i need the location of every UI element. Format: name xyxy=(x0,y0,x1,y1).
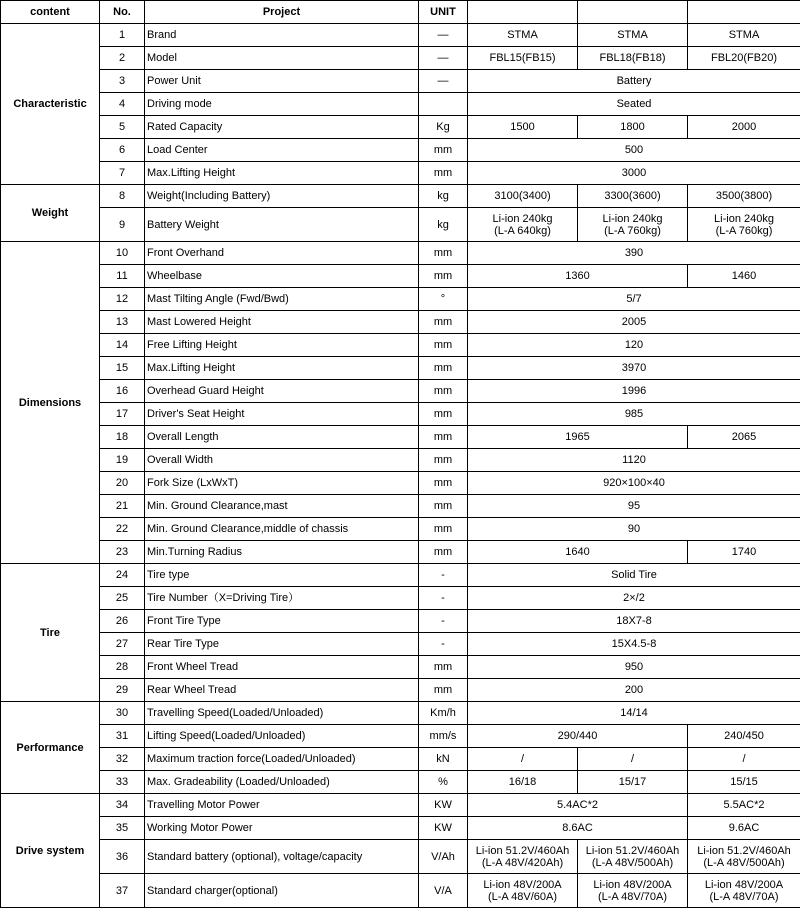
header-no: No. xyxy=(100,1,145,24)
project-cell: Maximum traction force(Loaded/Unloaded) xyxy=(145,748,419,771)
unit-cell: V/Ah xyxy=(419,840,468,874)
table-row xyxy=(1,311,800,334)
value-cell: 5.4AC*2 xyxy=(468,794,688,817)
project-cell: Mast Tilting Angle (Fwd/Bwd) xyxy=(145,288,419,311)
value-cell: 985 xyxy=(468,403,800,426)
unit-cell: mm xyxy=(419,380,468,403)
project-cell: Model xyxy=(145,47,419,70)
row-number: 33 xyxy=(100,771,145,794)
value-cell: 3970 xyxy=(468,357,800,380)
project-cell: Mast Lowered Height xyxy=(145,311,419,334)
table-row xyxy=(1,449,800,472)
category-cell: Weight xyxy=(1,185,100,242)
value-cell: Li-ion 240kg (L-A 640kg) xyxy=(468,208,578,242)
value-cell: 2000 xyxy=(688,116,800,139)
category-cell: Dimensions xyxy=(1,242,100,564)
table-row xyxy=(1,518,800,541)
project-cell: Rated Capacity xyxy=(145,116,419,139)
table-row xyxy=(1,357,800,380)
row-number: 37 xyxy=(100,874,145,908)
project-cell: Front Tire Type xyxy=(145,610,419,633)
project-cell: Power Unit xyxy=(145,70,419,93)
table-row xyxy=(1,817,800,840)
value-cell: 920×100×40 xyxy=(468,472,800,495)
table-row xyxy=(1,541,800,564)
project-cell: Lifting Speed(Loaded/Unloaded) xyxy=(145,725,419,748)
table-row xyxy=(1,748,800,771)
value-cell: Li-ion 240kg (L-A 760kg) xyxy=(688,208,800,242)
row-number: 17 xyxy=(100,403,145,426)
row-number: 10 xyxy=(100,242,145,265)
project-cell: Driver's Seat Height xyxy=(145,403,419,426)
project-cell: Rear Tire Type xyxy=(145,633,419,656)
unit-cell: mm xyxy=(419,495,468,518)
project-cell: Overall Length xyxy=(145,426,419,449)
spec-body xyxy=(1,24,800,908)
table-row xyxy=(1,334,800,357)
unit-cell: — xyxy=(419,24,468,47)
row-number: 18 xyxy=(100,426,145,449)
project-cell: Weight(Including Battery) xyxy=(145,185,419,208)
table-row xyxy=(1,47,800,70)
table-row xyxy=(1,874,800,908)
unit-cell: - xyxy=(419,633,468,656)
table-row xyxy=(1,610,800,633)
table-row xyxy=(1,208,800,242)
value-cell: Li-ion 48V/200A (L-A 48V/70A) xyxy=(688,874,800,908)
project-cell: Battery Weight xyxy=(145,208,419,242)
value-cell: 120 xyxy=(468,334,800,357)
row-number: 27 xyxy=(100,633,145,656)
project-cell: Load Center xyxy=(145,139,419,162)
value-cell: 200 xyxy=(468,679,800,702)
value-cell: 95 xyxy=(468,495,800,518)
value-cell: 1120 xyxy=(468,449,800,472)
project-cell: Travelling Speed(Loaded/Unloaded) xyxy=(145,702,419,725)
value-cell: FBL20(FB20) xyxy=(688,47,800,70)
table-row xyxy=(1,633,800,656)
value-cell: Li-ion 48V/200A (L-A 48V/60A) xyxy=(468,874,578,908)
value-cell: 14/14 xyxy=(468,702,800,725)
value-cell: 1360 xyxy=(468,265,688,288)
value-cell: 9.6AC xyxy=(688,817,800,840)
unit-cell: KW xyxy=(419,817,468,840)
value-cell: STMA xyxy=(578,24,688,47)
project-cell: Max.Lifting Height xyxy=(145,162,419,185)
table-row xyxy=(1,162,800,185)
unit-cell: V/A xyxy=(419,874,468,908)
value-cell: Li-ion 48V/200A (L-A 48V/70A) xyxy=(578,874,688,908)
header-unit: UNIT xyxy=(419,1,468,24)
unit-cell: mm xyxy=(419,426,468,449)
unit-cell: kg xyxy=(419,185,468,208)
table-row xyxy=(1,24,800,47)
header-row xyxy=(1,1,800,24)
unit-cell: mm xyxy=(419,656,468,679)
header-content: content xyxy=(1,1,100,24)
project-cell: Free Lifting Height xyxy=(145,334,419,357)
project-cell: Standard battery (optional), voltage/capacity xyxy=(145,840,419,874)
row-number: 32 xyxy=(100,748,145,771)
value-cell: Li-ion 51.2V/460Ah (L-A 48V/500Ah) xyxy=(578,840,688,874)
unit-cell: — xyxy=(419,70,468,93)
project-cell: Min. Ground Clearance,middle of chassis xyxy=(145,518,419,541)
unit-cell: mm xyxy=(419,449,468,472)
unit-cell: ° xyxy=(419,288,468,311)
unit-cell: mm xyxy=(419,162,468,185)
project-cell: Tire type xyxy=(145,564,419,587)
value-cell: 290/440 xyxy=(468,725,688,748)
row-number: 21 xyxy=(100,495,145,518)
row-number: 22 xyxy=(100,518,145,541)
value-cell: 2×/2 xyxy=(468,587,800,610)
project-cell: Fork Size (LxWxT) xyxy=(145,472,419,495)
row-number: 15 xyxy=(100,357,145,380)
project-cell: Standard charger(optional) xyxy=(145,874,419,908)
header-model-3 xyxy=(688,1,800,24)
unit-cell: mm xyxy=(419,334,468,357)
row-number: 7 xyxy=(100,162,145,185)
table-row xyxy=(1,139,800,162)
header-model-1 xyxy=(468,1,578,24)
unit-cell: mm xyxy=(419,403,468,426)
project-cell: Rear Wheel Tread xyxy=(145,679,419,702)
table-row xyxy=(1,495,800,518)
value-cell: Li-ion 240kg (L-A 760kg) xyxy=(578,208,688,242)
unit-cell: mm xyxy=(419,541,468,564)
unit-cell: % xyxy=(419,771,468,794)
table-row xyxy=(1,472,800,495)
value-cell: 500 xyxy=(468,139,800,162)
table-row xyxy=(1,185,800,208)
unit-cell: mm xyxy=(419,518,468,541)
value-cell: Li-ion 51.2V/460Ah (L-A 48V/420Ah) xyxy=(468,840,578,874)
value-cell: 3300(3600) xyxy=(578,185,688,208)
category-cell: Characteristic xyxy=(1,24,100,185)
row-number: 16 xyxy=(100,380,145,403)
unit-cell: mm xyxy=(419,139,468,162)
table-row xyxy=(1,93,800,116)
value-cell: 8.6AC xyxy=(468,817,688,840)
value-cell: 5/7 xyxy=(468,288,800,311)
unit-cell: - xyxy=(419,610,468,633)
value-cell: / xyxy=(688,748,800,771)
unit-cell: mm/s xyxy=(419,725,468,748)
row-number: 24 xyxy=(100,564,145,587)
table-row xyxy=(1,725,800,748)
unit-cell: mm xyxy=(419,472,468,495)
row-number: 3 xyxy=(100,70,145,93)
row-number: 23 xyxy=(100,541,145,564)
value-cell: Battery xyxy=(468,70,800,93)
table-row xyxy=(1,380,800,403)
value-cell: 15/15 xyxy=(688,771,800,794)
project-cell: Overall Width xyxy=(145,449,419,472)
unit-cell: mm xyxy=(419,265,468,288)
value-cell: 90 xyxy=(468,518,800,541)
row-number: 9 xyxy=(100,208,145,242)
value-cell: 18X7-8 xyxy=(468,610,800,633)
project-cell: Working Motor Power xyxy=(145,817,419,840)
value-cell: 1500 xyxy=(468,116,578,139)
row-number: 19 xyxy=(100,449,145,472)
project-cell: Max.Lifting Height xyxy=(145,357,419,380)
table-row xyxy=(1,679,800,702)
table-row xyxy=(1,656,800,679)
unit-cell: mm xyxy=(419,311,468,334)
row-number: 25 xyxy=(100,587,145,610)
value-cell: FBL15(FB15) xyxy=(468,47,578,70)
value-cell: 5.5AC*2 xyxy=(688,794,800,817)
project-cell: Max. Gradeability (Loaded/Unloaded) xyxy=(145,771,419,794)
row-number: 8 xyxy=(100,185,145,208)
table-row xyxy=(1,794,800,817)
row-number: 31 xyxy=(100,725,145,748)
header-model-2 xyxy=(578,1,688,24)
value-cell: Li-ion 51.2V/460Ah (L-A 48V/500Ah) xyxy=(688,840,800,874)
unit-cell: mm xyxy=(419,679,468,702)
value-cell: 2065 xyxy=(688,426,800,449)
value-cell: Seated xyxy=(468,93,800,116)
table-row xyxy=(1,265,800,288)
value-cell: STMA xyxy=(688,24,800,47)
row-number: 5 xyxy=(100,116,145,139)
row-number: 28 xyxy=(100,656,145,679)
row-number: 34 xyxy=(100,794,145,817)
table-row xyxy=(1,403,800,426)
unit-cell: - xyxy=(419,564,468,587)
table-row xyxy=(1,702,800,725)
table-row xyxy=(1,840,800,874)
category-cell: Tire xyxy=(1,564,100,702)
project-cell: Front Wheel Tread xyxy=(145,656,419,679)
value-cell: 2005 xyxy=(468,311,800,334)
value-cell: / xyxy=(468,748,578,771)
row-number: 12 xyxy=(100,288,145,311)
value-cell: STMA xyxy=(468,24,578,47)
value-cell: 390 xyxy=(468,242,800,265)
table-row xyxy=(1,288,800,311)
row-number: 1 xyxy=(100,24,145,47)
row-number: 13 xyxy=(100,311,145,334)
value-cell: 1996 xyxy=(468,380,800,403)
unit-cell xyxy=(419,93,468,116)
table-row xyxy=(1,564,800,587)
project-cell: Brand xyxy=(145,24,419,47)
value-cell: 3500(3800) xyxy=(688,185,800,208)
table-row xyxy=(1,116,800,139)
value-cell: 1965 xyxy=(468,426,688,449)
value-cell: / xyxy=(578,748,688,771)
row-number: 30 xyxy=(100,702,145,725)
row-number: 35 xyxy=(100,817,145,840)
table-row xyxy=(1,587,800,610)
value-cell: 3100(3400) xyxy=(468,185,578,208)
project-cell: Front Overhand xyxy=(145,242,419,265)
header-project: Project xyxy=(145,1,419,24)
value-cell: 15/17 xyxy=(578,771,688,794)
unit-cell: Km/h xyxy=(419,702,468,725)
value-cell: 16/18 xyxy=(468,771,578,794)
project-cell: Tire Number（X=Driving Tire） xyxy=(145,587,419,610)
project-cell: Overhead Guard Height xyxy=(145,380,419,403)
value-cell: 950 xyxy=(468,656,800,679)
value-cell: FBL18(FB18) xyxy=(578,47,688,70)
row-number: 20 xyxy=(100,472,145,495)
row-number: 11 xyxy=(100,265,145,288)
table-row xyxy=(1,242,800,265)
unit-cell: kg xyxy=(419,208,468,242)
row-number: 29 xyxy=(100,679,145,702)
row-number: 6 xyxy=(100,139,145,162)
unit-cell: — xyxy=(419,47,468,70)
row-number: 4 xyxy=(100,93,145,116)
row-number: 26 xyxy=(100,610,145,633)
project-cell: Min. Ground Clearance,mast xyxy=(145,495,419,518)
project-cell: Travelling Motor Power xyxy=(145,794,419,817)
row-number: 14 xyxy=(100,334,145,357)
unit-cell: KW xyxy=(419,794,468,817)
value-cell: 1460 xyxy=(688,265,800,288)
value-cell: Solid Tire xyxy=(468,564,800,587)
category-cell: Performance xyxy=(1,702,100,794)
unit-cell: Kg xyxy=(419,116,468,139)
unit-cell: - xyxy=(419,587,468,610)
category-cell: Drive system xyxy=(1,794,100,908)
project-cell: Driving mode xyxy=(145,93,419,116)
value-cell: 240/450 xyxy=(688,725,800,748)
table-row xyxy=(1,771,800,794)
value-cell: 15X4.5-8 xyxy=(468,633,800,656)
row-number: 36 xyxy=(100,840,145,874)
value-cell: 1640 xyxy=(468,541,688,564)
row-number: 2 xyxy=(100,47,145,70)
unit-cell: kN xyxy=(419,748,468,771)
table-row xyxy=(1,70,800,93)
project-cell: Wheelbase xyxy=(145,265,419,288)
unit-cell: mm xyxy=(419,357,468,380)
table-row xyxy=(1,426,800,449)
value-cell: 1800 xyxy=(578,116,688,139)
unit-cell: mm xyxy=(419,242,468,265)
value-cell: 3000 xyxy=(468,162,800,185)
value-cell: 1740 xyxy=(688,541,800,564)
project-cell: Min.Turning Radius xyxy=(145,541,419,564)
